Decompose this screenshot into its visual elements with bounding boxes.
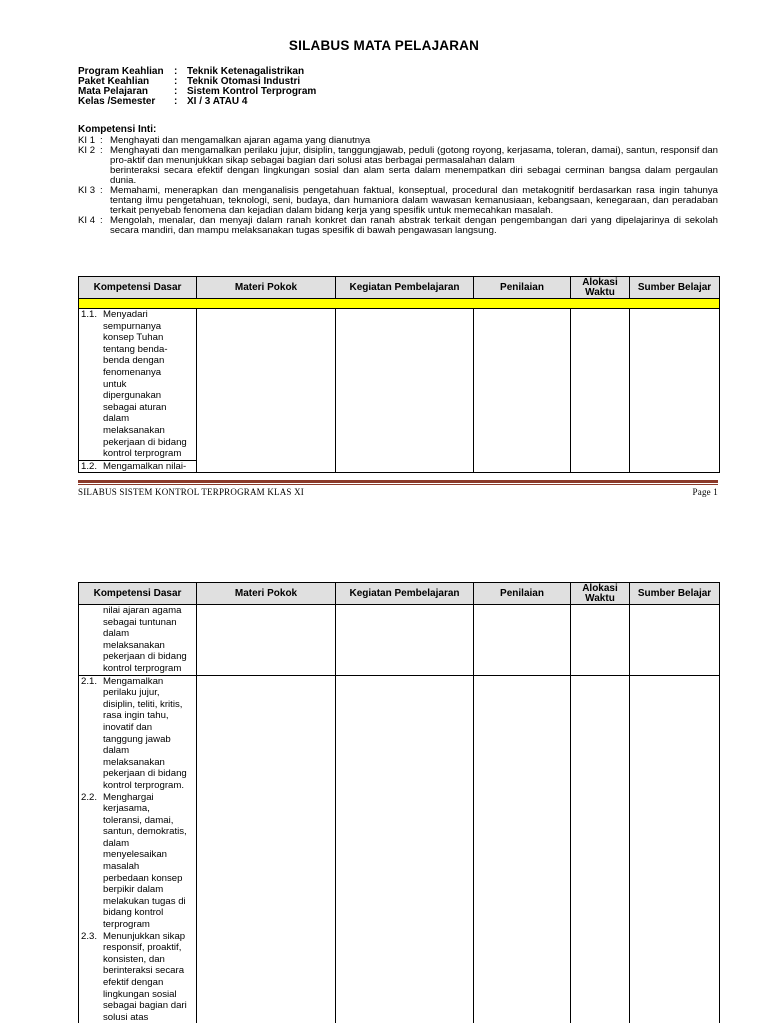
kd-cell (79, 675, 197, 1023)
footer-title: SILABUS SISTEM KONTROL TERPROGRAM KLAS XI (78, 487, 304, 497)
kd-text: kontrol terprogram. (103, 779, 185, 791)
meta-value: Sistem Kontrol Terprogram (187, 86, 317, 97)
highlight-row (79, 299, 720, 309)
page-footer (78, 487, 718, 497)
kd-text: sebagai tuntunan (103, 616, 177, 628)
kd-text: perbedaan konsep (103, 872, 183, 884)
column-header: Kompetensi Dasar (79, 583, 197, 605)
kd-number: 2.2. (81, 791, 98, 803)
kd-text: inovatif dan (103, 721, 153, 733)
ki-list (78, 136, 718, 236)
kd-text: toleransi, damai, (103, 814, 174, 826)
kd-text: kontrol terprogram (103, 448, 182, 460)
ki-code: KI 3 (78, 185, 96, 196)
ki-item: KI 4 : Mengolah, menalar, dan menyaji dalam ranah konkret dan ranah abstrak terkait dengan pengembangan dari yang dipelajarinya di sekolah secara mandiri, dan mampu melaksanakan tugas spesifik di bawah pengawasan langsung. (78, 215, 718, 236)
kegiatan-cell (336, 675, 474, 1023)
meta-row: Paket Keahlian : Teknik Otomasi Industri (78, 76, 301, 87)
alokasi-cell (571, 605, 630, 676)
kd-text: melaksanakan (103, 639, 165, 651)
kd-number: 1.2. (81, 460, 98, 472)
meta-label: Mata Pelajaran (78, 86, 149, 97)
meta-row: Kelas /Semester : XI / 3 ATAU 4 (78, 96, 248, 107)
column-header: Penilaian (474, 583, 571, 605)
table-header-row (79, 583, 720, 605)
sumber-cell (630, 309, 720, 473)
kd-text: dalam (103, 837, 130, 849)
meta-label: Kelas /Semester (78, 96, 156, 107)
kd-text: dipergunakan (103, 390, 162, 402)
column-header: Penilaian (474, 277, 571, 299)
kd-text: tanggung jawab (103, 733, 171, 745)
kd-cell (79, 309, 197, 473)
ki-code: KI 1 (78, 135, 96, 146)
meta-label: Program Keahlian (78, 66, 164, 77)
kegiatan-cell (336, 309, 474, 473)
column-header: Materi Pokok (197, 583, 336, 605)
sumber-cell (630, 605, 720, 676)
ki-item: KI 3 : Memahami, menerapkan dan menganalisis pengetahuan faktual, konseptual, procedural dan metakognitif berdasarkan rasa ingin tahunya tentang ilmu pengetahuan, teknologi, seni, budaya, dan humaniora dalam wawasan kemanusiaan, kebangsaan, kenegaraan, dan peradaban terkait penyebab fenomena dan kejadian dalam bidang kerja yang spesifik untuk memecahkan masalah. (78, 185, 718, 216)
table-row (79, 605, 720, 676)
kd-text: pekerjaan di bidang (103, 436, 187, 448)
kd-text: santun, demokratis, (103, 826, 187, 838)
kd-text: berpikir dalam (103, 884, 164, 896)
column-header: Alokasi Waktu (571, 277, 630, 299)
kd-text: untuk (103, 378, 127, 390)
kd-text: konsisten, dan (103, 953, 165, 965)
kd-text: masalah (103, 861, 140, 873)
table-row (79, 309, 720, 473)
alokasi-cell (571, 309, 630, 473)
kd-text: Menyadari (103, 309, 148, 320)
kd-text: dalam (103, 413, 130, 425)
meta-label: Paket Keahlian (78, 76, 150, 87)
kd-text: sebagai aturan (103, 401, 167, 413)
kd-text: tentang benda- (103, 343, 168, 355)
kd-number: 2.3. (81, 930, 98, 942)
kd-text: sebagai bagian dari (103, 1000, 187, 1012)
kd-text: responsif, proaktif, (103, 942, 182, 954)
kd-text: bidang kontrol (103, 907, 164, 919)
materi-cell (197, 675, 336, 1023)
kd-text: berinteraksi secara (103, 965, 185, 977)
column-header: Kegiatan Pembelajaran (336, 583, 474, 605)
kd-text: kerjasama, (103, 803, 150, 815)
kd-text: kontrol terprogram (103, 662, 182, 674)
ki-item: KI 1 : Menghayati dan mengamalkan ajaran agama yang dianutnya (78, 136, 718, 146)
ki-text: berinteraksi secara efektif dengan lingkungan sosial dan alam serta dalam menempatkan diri sebagai cerminan bangsa dalam pergaulan dunia. (110, 165, 718, 186)
meta-value: Teknik Ketenagalistrikan (187, 66, 305, 77)
kd-text: lingkungan sosial (103, 988, 177, 1000)
kd-text: efektif dengan (103, 977, 164, 988)
kd-text: menyelesaikan (103, 849, 167, 861)
page-number: Page 1 (692, 487, 718, 497)
kd-text: solusi atas (103, 1011, 149, 1023)
kd-text: pekerjaan di bidang (103, 768, 187, 780)
kd-text: Mengamalkan nilai- (103, 460, 187, 472)
penilaian-cell (474, 675, 571, 1023)
syllabus-table-page1 (78, 276, 720, 473)
kd-text: Menghargai (103, 791, 154, 803)
kd-number: 2.1. (81, 675, 98, 687)
ki-heading: Kompetensi Inti: (78, 124, 157, 135)
column-header: Kompetensi Dasar (79, 277, 197, 299)
sumber-cell (630, 675, 720, 1023)
kd-text: dalam (103, 628, 130, 640)
kd-text: nilai ajaran agama (103, 605, 182, 616)
ki-text: Menghayati dan mengamalkan ajaran agama yang dianutnya (110, 135, 371, 146)
kd-text: Menunjukkan sikap (103, 930, 186, 942)
ki-text: Mengolah, menalar, dan menyaji dalam ranah konkret dan ranah abstrak terkait dengan pengembangan dari yang dipelajarinya di sekolah secara mandiri, dan mampu melaksanakan tugas spesifik di bawah pengawasan langsung. (110, 215, 718, 236)
footer-rule-thin (78, 484, 718, 485)
kd-text: benda dengan (103, 355, 165, 367)
table-header-row (79, 277, 720, 299)
ki-code: KI 4 (78, 215, 96, 226)
penilaian-cell (474, 605, 571, 676)
meta-value: Teknik Otomasi Industri (187, 76, 301, 87)
materi-cell (197, 309, 336, 473)
kd-text: sempurnanya (103, 320, 162, 332)
column-header: Materi Pokok (197, 277, 336, 299)
kd-text: perilaku jujur, (103, 687, 160, 699)
kd-text: konsep Tuhan (103, 332, 164, 344)
meta-row: Program Keahlian : Teknik Ketenagalistrikan (78, 66, 305, 77)
ki-item: KI 2 : Menghayati dan mengamalkan perilaku jujur, disiplin, tanggungjawab, peduli (gotong royong, kerjasama, toleran, damai), santun, responsif dan pro-aktif dan menunjukkan sikap sebagai bagian dari solusi atas berbagai permasalahan dalam berinteraksi secara efektif dengan lingkungan sosial dan alam serta dalam menempatkan diri sebagai cerminan bangsa dalam pergaulan dunia. (78, 145, 718, 186)
kd-text: melaksanakan (103, 756, 165, 768)
footer-rule (78, 480, 718, 483)
ki-code: KI 2 (78, 145, 96, 156)
ki-text: Memahami, menerapkan dan menganalisis pengetahuan faktual, konseptual, procedural dan metakognitif berdasarkan rasa ingin tahunya tentang ilmu pengetahuan, teknologi, seni, budaya, dan humaniora dalam wawasan kemanusiaan, kebangsaan, kenegaraan, dan peradaban terkait penyebab fenomena dan kejadian dalam bidang kerja yang spesifik untuk memecahkan masalah. (110, 185, 718, 216)
kd-text: melaksanakan (103, 424, 165, 436)
kd-text: pekerjaan di bidang (103, 651, 187, 663)
column-header: Kegiatan Pembelajaran (336, 277, 474, 299)
kegiatan-cell (336, 605, 474, 676)
kd-text: melakukan tugas di (103, 895, 186, 907)
kd-number: 1.1. (81, 309, 98, 320)
kd-text: Mengamalkan (103, 675, 164, 687)
alokasi-cell (571, 675, 630, 1023)
meta-row: Mata Pelajaran : Sistem Kontrol Terprogram (78, 86, 317, 97)
kd-text: fenomenanya (103, 366, 162, 378)
ki-text: Menghayati dan mengamalkan perilaku jujur, disiplin, tanggungjawab, peduli (gotong royong, kerjasama, toleran, damai), santun, responsif dan pro-aktif dan menunjukkan sikap sebagai bagian dari solusi atas berbagai permasalahan dalam (110, 145, 718, 166)
table-row (79, 675, 720, 1023)
column-header: Sumber Belajar (630, 583, 720, 605)
column-header: Sumber Belajar (630, 277, 720, 299)
course-meta (78, 67, 316, 107)
kd-text: dalam (103, 745, 130, 757)
document-title: SILABUS MATA PELAJARAN (288, 38, 480, 53)
materi-cell (197, 605, 336, 676)
meta-value: XI / 3 ATAU 4 (187, 96, 248, 107)
syllabus-table-page2 (78, 582, 720, 1023)
penilaian-cell (474, 309, 571, 473)
kd-cell (79, 605, 197, 676)
kd-text: disiplin, teliti, kritis, (103, 698, 183, 710)
kd-text: rasa ingin tahu, (103, 710, 169, 722)
kd-text: terprogram (103, 919, 150, 931)
column-header: Alokasi Waktu (571, 583, 630, 605)
